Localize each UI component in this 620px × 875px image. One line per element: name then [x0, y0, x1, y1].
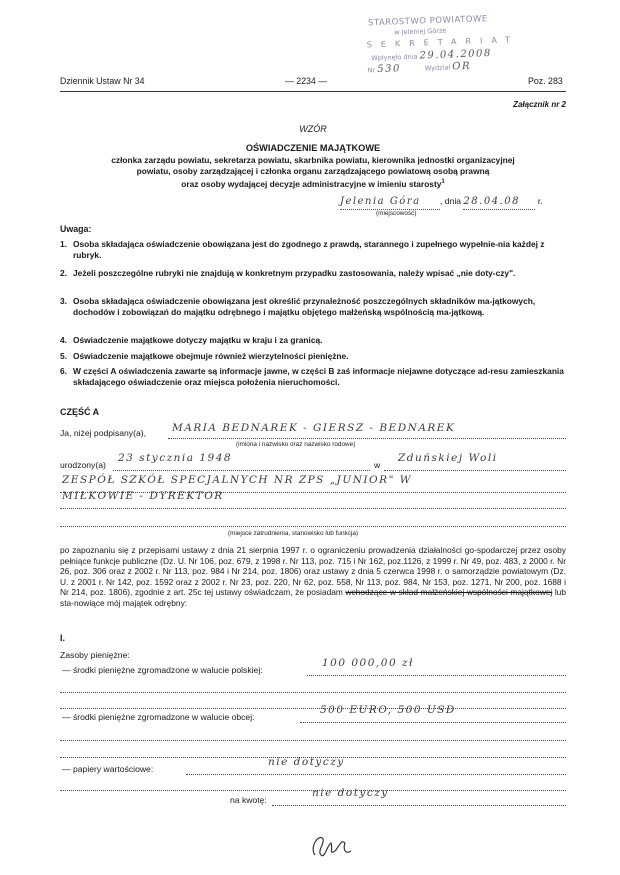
in-label: w [374, 460, 381, 470]
statement-end: lub sta-nowiące mój majątek odrębny: [60, 587, 566, 608]
note-item: 1. Osoba składająca oświadczenie obowiązana jest do zgodnego z prawdą, starannego i zupełnego wypełnie-nia każdej z rubryk. [60, 239, 545, 260]
amount-label: na kwotę: [230, 795, 267, 805]
signed-label: Ja, niżej podpisany(a), [60, 428, 146, 438]
stamp-dept: SEKRETARIAT [366, 35, 520, 50]
work-line-2 [60, 508, 566, 509]
born-label: urodzony(a) [60, 460, 106, 470]
date-suffix: r. [537, 196, 543, 206]
note-item: 5. Oświadczenie majątkowe obejmuje również wierzytelności pieniężne. [60, 351, 349, 361]
page-number: — 2234 — [285, 76, 328, 86]
securities-line [186, 774, 566, 775]
securities-value: nie dotyczy [268, 756, 345, 768]
place-date-row [340, 196, 570, 210]
note-item: 6. W części A oświadczenia zawarte są informacje jawne, w części B zaś informacje niejawne dotyczące ad-resu zamieszkania składającego oświadczenie oraz miejsca położenia nieruchomości. [60, 366, 564, 387]
name-caption: (imiona i nazwisko oraz nazwisko rodowe) [236, 441, 356, 448]
securities-label: — papiery wartościowe: [62, 764, 154, 774]
date-label: , dnia [440, 196, 462, 206]
foreign-extra-line [60, 740, 566, 741]
place-value: Jelenia Góra [340, 196, 440, 210]
born-line [113, 470, 370, 471]
journal-name: Dziennik Ustaw Nr 34 [60, 76, 145, 86]
stamp-division-label: Wydział [424, 63, 451, 73]
in-line [384, 470, 566, 471]
resources-label: Zasoby pieniężne: [60, 650, 130, 660]
registration-stamp [354, 13, 520, 87]
foreign-label: — środki pieniężne zgromadzone w walucie obcej: [62, 712, 255, 722]
stamp-place: w Jeleniej Górze [394, 26, 447, 37]
template-word: WZÓR [299, 124, 327, 134]
in-value: Zduńskiej Woli [398, 452, 498, 464]
subtitle-line: członka zarządu powiatu, sekretarza powiatu, skarbnika powiatu, kierownika jednostki organizacyjnej [111, 155, 515, 165]
work-caption: (miejsce zatrudnienia, stanowisko lub funkcja) [228, 530, 359, 537]
pln-extra-line [60, 708, 566, 709]
document-subtitle [60, 155, 566, 190]
amount-line [272, 805, 566, 806]
subtitle-line: powiatu, osoby zarządzającej i członka organu zarządzającego powiatową osobą prawną [136, 166, 490, 176]
note-item: 3. Osoba składająca oświadczenie obowiązana jest określić przynależność poszczególnych składników ma-jątkowych, dochodów i zobowiązań do majątku odrębnego i majątku objętego małżeńską wspólnością ma-jątkową. [60, 296, 536, 317]
stamp-number [367, 61, 471, 77]
foreign-value: 500 EURO, 500 USD [320, 704, 456, 716]
document-title: OŚWIADCZENIE MAJĄTKOWE [245, 143, 381, 153]
notes-heading: Uwaga: [60, 224, 92, 234]
statement [60, 545, 566, 609]
place-caption: (miejscowość) [376, 210, 417, 217]
statement-text: po zapoznaniu się z przepisami ustawy z dnia 21 sierpnia 1997 r. o ograniczeniu prowadzenia działalności go-spodarczej przez osoby pełniące funkcje publiczne (Dz. U. Nr 106, poz. 679, z 1998 r. Nr 113, poz. 715 i Nr 162, poz.1126, z 1999 r. Nr 49, poz. 483, z 2000 r. Nr 26, poz. 306 oraz z 2002 r. Nr 113, poz. 984 i Nr 214, poz. 1806) oraz ustawy z dnia 5 czerwca 1998 r. o samorządzie powiatowym (Dz. U. z 2001 r. Nr 142, poz. 1592 oraz z 2002 r. Nr 23, poz. 220, Nr 62, poz. 558, Nr 113, poz. 984, Nr 153, poz. 1271, Nr 200, poz. 1688 i Nr 214, poz. 1806), zgodnie z art. 25c tej ustawy oświadczam, że posiadam [60, 545, 566, 598]
stamp-number-value: 530 [377, 63, 402, 76]
stamp-office: STAROSTWO POWIATOWE [367, 14, 488, 29]
date-value: 28.04.08 [463, 196, 535, 210]
note-item: 2. Jeżeli poszczególne rubryki nie znajdują w konkretnym przypadku zastosowania, należy wpisać „nie doty-czy". [60, 268, 516, 278]
pln-value: 100 000,00 zł [322, 657, 414, 669]
position-number: Poz. 283 [528, 76, 563, 86]
annex-label: Załącznik nr 2 [513, 100, 566, 109]
stamp-received-value: 29.04.2008 [419, 48, 492, 62]
struck-text: wchodzące w skład małżeńskiej wspólności majątkowej [345, 587, 553, 598]
pln-line [307, 675, 566, 676]
signed-line [168, 438, 566, 439]
subtitle-line: oraz osoby wydającej decyzje administracyjne w imieniu starosty$^1$ [181, 178, 445, 189]
note-item: 4. Oświadczenie majątkowe dotyczy majątku w kraju i za granicą. [60, 335, 323, 345]
signed-value: MARIA BEDNAREK - GIERSZ - BEDNAREK [172, 422, 456, 434]
part-a-heading: CZĘŚĆ A [60, 407, 100, 417]
work-value-2: MIŁKOWIE - DYREKTOR [62, 490, 224, 502]
stamp-number-label: Nr [367, 66, 376, 75]
foreign-line [300, 722, 566, 723]
stamp-received-label: Wpłynęło dnia [371, 52, 418, 63]
header-rule [60, 91, 566, 92]
stamp-division-value: OR [452, 60, 472, 73]
amount-value: nie dotyczy [312, 787, 389, 799]
work-line-3 [60, 526, 566, 527]
footnote-marker: 1 [441, 179, 445, 185]
section-roman: I. [60, 633, 66, 643]
work-value-1: ZESPÓŁ SZKÓŁ SPECJALNYCH NR ZPS „JUNIOR" W [62, 474, 413, 486]
pln-extra-line [60, 692, 566, 693]
born-value: 23 stycznia 1948 [118, 452, 233, 464]
pln-label: — środki pieniężne zgromadzone w walucie polskiej: [62, 665, 263, 675]
signature-scribble [305, 825, 355, 865]
